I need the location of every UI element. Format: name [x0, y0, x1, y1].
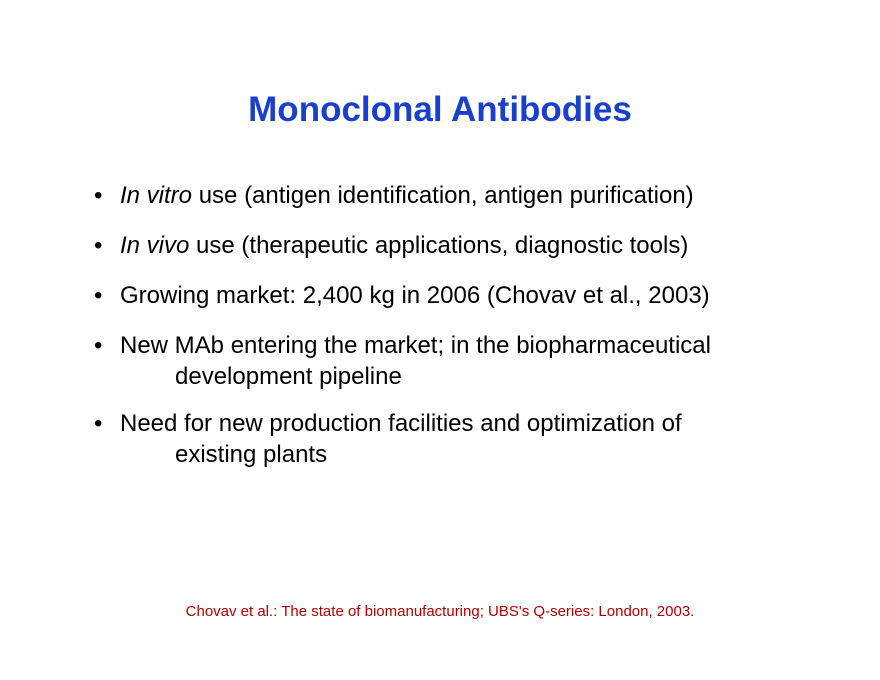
reference-footnote: Chovav et al.: The state of biomanufacturing; UBS's Q-series: London, 2003. [185, 603, 695, 620]
bullet-italic-term: In vitro [120, 182, 193, 209]
bullet-dot: • [94, 410, 103, 437]
slide-title: Monoclonal Antibodies [248, 90, 632, 129]
bullet-item-new-mab [94, 328, 834, 392]
bullet-dot: • [94, 332, 103, 359]
bullet-item-growing-market [94, 278, 834, 314]
bullet-italic-term: In vivo [120, 232, 190, 259]
bullet-list [94, 178, 834, 484]
bullet-item-in-vitro [94, 178, 834, 214]
bullet-item-in-vivo [94, 228, 834, 264]
bullet-text: Growing market: 2,400 kg in 2006 (Chovav et al., 2003) [120, 282, 710, 309]
bullet-text: use (antigen identification, antigen purification) [192, 182, 694, 209]
bullet-text: New MAb entering the market; in the biopharmaceutical [120, 332, 711, 359]
bullet-text: use (therapeutic applications, diagnostic tools) [189, 232, 689, 259]
bullet-continuation: existing plants [175, 441, 328, 468]
bullet-continuation: development pipeline [175, 363, 402, 390]
bullet-text: Need for new production facilities and optimization of [120, 410, 682, 437]
bullet-dot: • [94, 232, 103, 259]
bullet-item-production-facilities [94, 406, 834, 470]
bullet-dot: • [94, 182, 103, 209]
bullet-dot: • [94, 282, 103, 309]
